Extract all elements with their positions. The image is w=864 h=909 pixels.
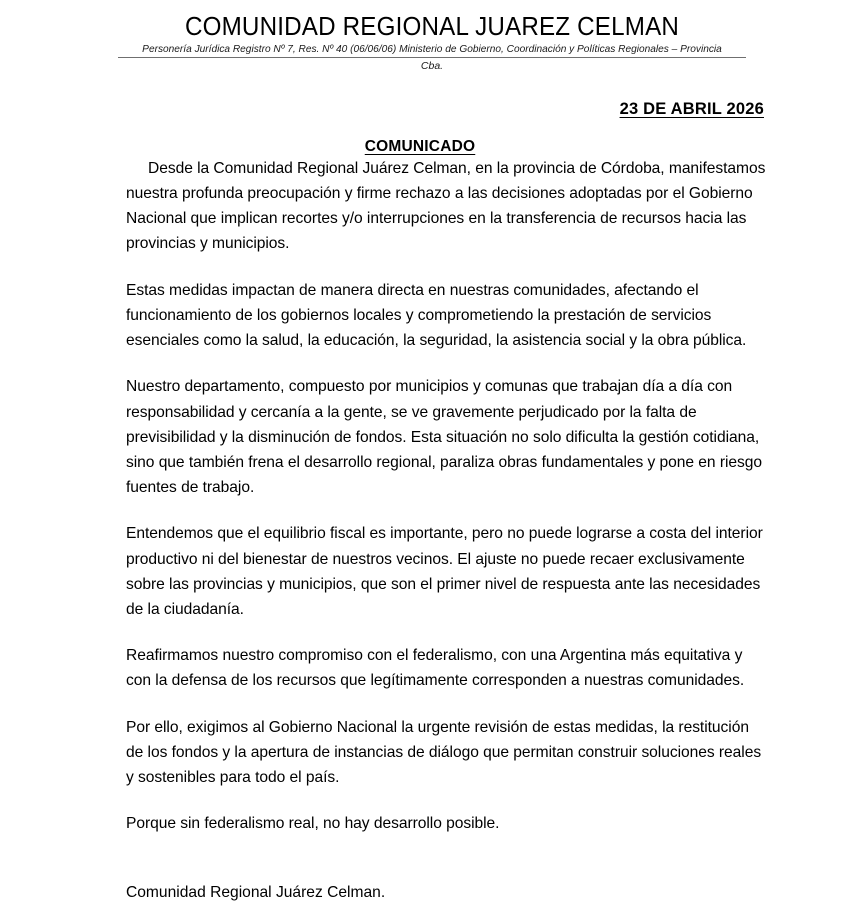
heading-row: [0, 138, 864, 156]
body-paragraph: Nuestro departamento, compuesto por municipios y comunas que trabajan día a día con responsabilidad y cercanía a la gente, se ve gravemente perjudicado por la falta de previsibilidad y la disminución de fondos. Esta situación no solo dificulta la gestión cotidiana, sino que también frena el desarrollo regional, paraliza obras fundamentales y pone en riesgo fuentes de trabajo.: [126, 378, 763, 497]
organization-title: COMUNIDAD REGIONAL JUAREZ CELMAN: [184, 11, 680, 41]
body-paragraph: Entendemos que el equilibrio fiscal es importante, pero no puede lograrse a costa del interior productivo ni del bienestar de nuestros vecinos. El ajuste no puede recaer exclusivamente sobre las provincias y municipios, que son el primer nivel de respuesta ante las necesidades de la ciudadanía.: [126, 525, 763, 618]
document-body: [126, 156, 766, 905]
legal-registration-line: Personería Jurídica Registro Nº 7, Res. Nº 40 (06/06/06) Ministerio de Gobierno, Coordinación y Políticas Regionales – Provincia: [142, 43, 722, 56]
document-heading: COMUNICADO: [364, 137, 476, 155]
signature-line: Comunidad Regional Juárez Celman.: [126, 884, 386, 902]
body-paragraph: Desde la Comunidad Regional Juárez Celman, en la provincia de Córdoba, manifestamos nuestra profunda preocupación y firme rechazo a las decisiones adoptadas por el Gobierno Nacional que implican recortes y/o interrupciones en la transferencia de recursos hacia las provincias y municipios.: [126, 159, 766, 253]
date-row: [0, 100, 864, 119]
body-paragraph: Estas medidas impactan de manera directa en nuestras comunidades, afectando el funcionamiento de los gobiernos locales y comprometiendo la prestación de servicios esenciales como la salud, la educación, la seguridad, la asistencia social y la obra pública.: [126, 281, 747, 350]
letterhead-legal-block: [118, 43, 746, 74]
body-paragraph: Por ello, exigimos al Gobierno Nacional la urgente revisión de estas medidas, la restitución de los fondos y la apertura de instancias de diálogo que permitan construir soluciones reales y sostenibles para todo el país.: [126, 718, 762, 786]
body-paragraph: Porque sin federalismo real, no hay desarrollo posible.: [126, 815, 500, 833]
letterhead: [0, 0, 864, 74]
body-paragraph: Reafirmamos nuestro compromiso con el federalismo, con una Argentina más equitativa y con la defensa de los recursos que legítimamente corresponden a nuestras comunidades.: [126, 647, 745, 690]
document-date: 23 DE ABRIL 2026: [619, 99, 764, 118]
legal-registration-line-continued: Cba.: [420, 60, 444, 73]
